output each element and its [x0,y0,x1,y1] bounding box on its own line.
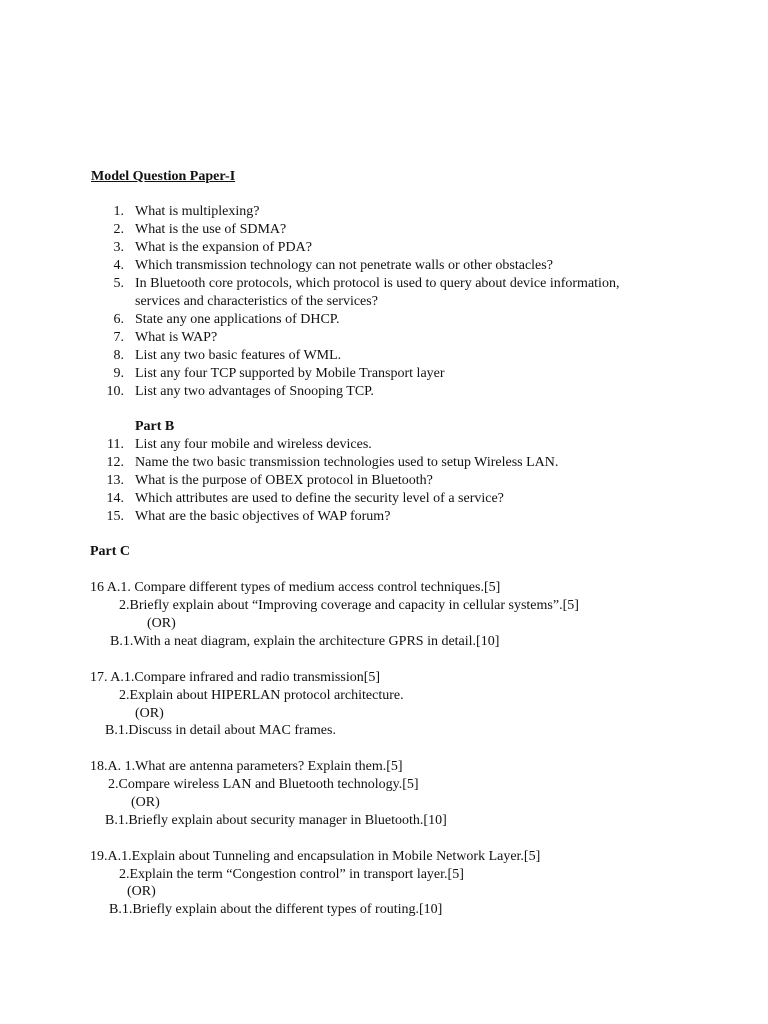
question-19-b1: B.1.Briefly explain about the different types of routing.[10] [109,902,443,917]
question-number: 1. [113,204,124,219]
question-18-b1: B.1.Briefly explain about security manager in Bluetooth.[10] [105,813,447,828]
question-text: What is the use of SDMA? [135,222,287,237]
page-title: Model Question Paper-I [91,169,236,184]
question-number: 2. [113,222,124,237]
question-text: Which attributes are used to define the security level of a service? [135,491,504,506]
or-separator: (OR) [135,706,164,721]
question-16-a1: 16 A.1. Compare different types of medium access control techniques.[5] [90,580,501,595]
question-text: What is the purpose of OBEX protocol in Bluetooth? [135,473,433,488]
question-number: 9. [113,366,124,381]
question-text: List any two advantages of Snooping TCP. [135,384,374,399]
question-text: What is the expansion of PDA? [135,240,312,255]
part-b-heading: Part B [135,419,175,434]
question-text: List any four mobile and wireless devices. [135,437,372,452]
question-number: 12. [106,455,124,470]
question-18-a1: 18.A. 1.What are antenna parameters? Explain them.[5] [90,759,403,774]
question-text: What is multiplexing? [135,204,260,219]
question-text: Which transmission technology can not penetrate walls or other obstacles? [135,258,553,273]
question-18-a2: 2.Compare wireless LAN and Bluetooth technology.[5] [108,777,419,792]
question-text: What are the basic objectives of WAP forum? [135,509,391,524]
or-separator: (OR) [127,884,156,899]
question-number: 4. [113,258,124,273]
question-number: 3. [113,240,124,255]
question-text: In Bluetooth core protocols, which protocol is used to query about device information, [135,276,620,291]
question-text: What is WAP? [135,330,218,345]
question-number: 13. [106,473,124,488]
question-17-b1: B.1.Discuss in detail about MAC frames. [105,723,336,738]
question-16-b1: B.1.With a neat diagram, explain the architecture GPRS in detail.[10] [110,634,500,649]
question-text: State any one applications of DHCP. [135,312,340,327]
question-text: Name the two basic transmission technologies used to setup Wireless LAN. [135,455,559,470]
question-16-a2: 2.Briefly explain about “Improving coverage and capacity in cellular systems”.[5] [119,598,579,613]
question-19-a2: 2.Explain the term “Congestion control” in transport layer.[5] [119,867,464,882]
or-separator: (OR) [131,795,160,810]
question-number: 8. [113,348,124,363]
question-19-a1: 19.A.1.Explain about Tunneling and encapsulation in Mobile Network Layer.[5] [90,849,541,864]
question-number: 5. [113,276,124,291]
part-c-heading: Part C [90,544,131,559]
question-number: 6. [113,312,124,327]
question-text: List any four TCP supported by Mobile Transport layer [135,366,445,381]
or-separator: (OR) [147,616,176,631]
question-number: 15. [106,509,124,524]
question-17-a2: 2.Explain about HIPERLAN protocol architecture. [119,688,404,703]
question-number: 7. [113,330,124,345]
question-number: 11. [107,437,124,452]
question-text: List any two basic features of WML. [135,348,342,363]
question-number: 14. [106,491,124,506]
question-17-a1: 17. A.1.Compare infrared and radio transmission[5] [90,670,381,685]
question-text-continued: services and characteristics of the services? [135,294,378,309]
question-number: 10. [106,384,124,399]
